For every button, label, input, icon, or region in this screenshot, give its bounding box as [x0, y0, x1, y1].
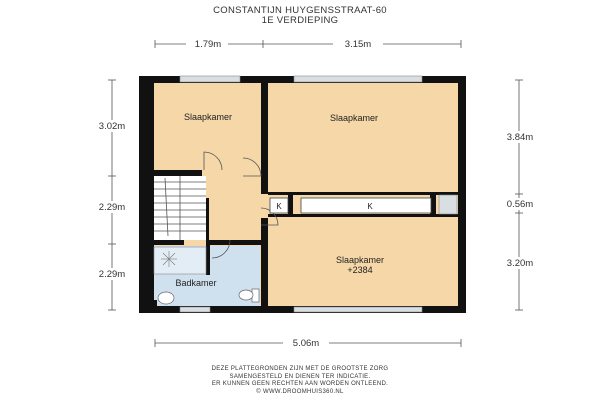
room-label-bedroom-small: Slaapkamer	[183, 112, 233, 122]
shower-tray	[154, 247, 206, 274]
dim-bottom: 5.06m	[292, 338, 320, 349]
closet-long-box	[301, 198, 431, 213]
dim-right-mid: 0.56m	[506, 199, 534, 210]
dim-right-top: 3.84m	[506, 132, 534, 143]
closet-small-label: K	[276, 202, 282, 211]
toilet-bowl-icon	[239, 290, 253, 300]
copyright: © WWW.DROOMHUIS360.NL	[256, 388, 344, 395]
disclaimer-line-1: DEZE PLATTEGRONDEN ZIJN MET DE GROOTSTE ZORG	[211, 366, 389, 372]
dim-right-bottom: 3.20m	[506, 258, 534, 269]
dim-left-top: 3.02m	[98, 121, 126, 132]
disclaimer-line-3: ER KUNNEN GEEN RECHTEN AAN WORDEN ONTLEEND.	[211, 381, 389, 388]
sink-icon	[158, 292, 174, 304]
room-label-bathroom: Badkamer	[175, 278, 217, 288]
dim-left-mid: 2.29m	[98, 202, 126, 213]
floor-label: 1E VERDIEPING	[261, 15, 339, 26]
shower-head-icon	[161, 251, 177, 267]
closet-long-label: K	[367, 202, 373, 211]
dim-top-left: 1.79m	[194, 39, 222, 50]
dim-left-bottom: 2.29m	[98, 269, 126, 280]
plan-title: CONSTANTIJN HUYGENSSTRAAT-60	[213, 5, 387, 16]
room-area-bedroom-bottom: +2384	[347, 265, 373, 275]
disclaimer	[150, 366, 450, 396]
dim-top-right: 3.15m	[344, 39, 372, 50]
disclaimer-line-2: SAMENGESTELD EN DIENEN TER INDICATIE.	[229, 373, 371, 380]
room-label-bedroom-bottom: Slaapkamer	[335, 255, 385, 265]
room-label-bedroom-large: Slaapkamer	[329, 113, 379, 123]
